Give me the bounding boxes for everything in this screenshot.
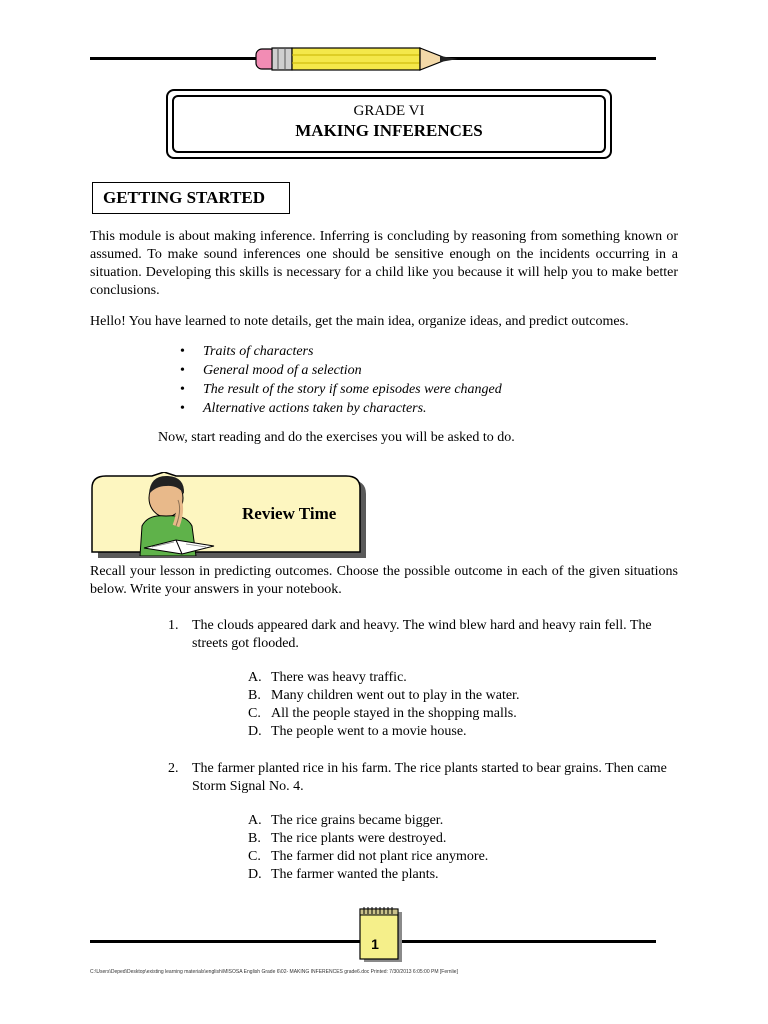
option-item: [248, 723, 519, 741]
option-text: The people went to a movie house.: [271, 724, 467, 739]
grade-label: GRADE VI: [353, 103, 425, 119]
notepad-icon: [358, 906, 406, 964]
question-text: The clouds appeared dark and heavy. The wind blew hard and heavy rain fell. The streets got flooded.: [192, 618, 652, 651]
question-text: The farmer planted rice in his farm. The rice plants started to bear grains. Then came Storm Signal No. 4.: [192, 761, 667, 794]
question-number: 1.: [168, 618, 179, 633]
option-item: [248, 830, 488, 848]
question-2: [168, 760, 678, 796]
review-instructions: Recall your lesson in predicting outcomes. Choose the possible outcome in each of the given situations below. Write your answers in your notebook.: [90, 564, 678, 597]
question-2-options: [248, 812, 488, 884]
option-item: [248, 812, 488, 830]
option-text: The rice grains became bigger.: [271, 813, 444, 828]
option-text: All the people stayed in the shopping malls.: [271, 706, 517, 721]
option-item: [248, 866, 488, 884]
student-reading-icon: [130, 470, 220, 556]
question-number: 2.: [168, 761, 179, 776]
option-letter: B.: [248, 688, 261, 703]
option-item: [248, 705, 519, 723]
option-text: The farmer wanted the plants.: [271, 867, 439, 882]
title-frame: [166, 89, 612, 159]
option-text: The farmer did not plant rice anymore.: [271, 849, 489, 864]
list-item: • Alternative actions taken by characters.: [180, 399, 502, 418]
file-path-footer: C:\Users\Deped\Desktop\existing learning materials\english\MISOSA English Grade 6\02- MAKING INFERENCES grade6.doc Printed: 7/30/2013 6:05:00 PM [Fernlie]: [90, 969, 458, 975]
option-item: [248, 687, 519, 705]
option-text: The rice plants were destroyed.: [271, 831, 447, 846]
option-text: Many children went out to play in the water.: [271, 688, 520, 703]
option-letter: B.: [248, 831, 261, 846]
list-item: • Traits of characters: [180, 342, 502, 361]
start-reading-line: Now, start reading and do the exercises you will be asked to do.: [158, 430, 515, 445]
option-item: [248, 669, 519, 687]
option-letter: A.: [248, 813, 262, 828]
skills-list: [180, 342, 502, 418]
pencil-icon: [252, 44, 462, 74]
option-letter: C.: [248, 706, 261, 721]
option-text: There was heavy traffic.: [271, 670, 407, 685]
option-letter: D.: [248, 724, 262, 739]
intro-paragraph: This module is about making inference. Inferring is concluding by reasoning from something known or assumed. To make sound inferences one should be sensitive enough on the incidents occurring in a situation. Developing this skills is necessary for a child like you because it will help you to make better conclusions.: [90, 229, 678, 298]
hello-paragraph: Hello! You have learned to note details, get the main idea, organize ideas, and predict outcomes.: [90, 314, 629, 329]
review-time-label: Review Time: [242, 504, 337, 523]
module-title: MAKING INFERENCES: [295, 121, 483, 140]
option-letter: A.: [248, 670, 262, 685]
list-item: • General mood of a selection: [180, 361, 502, 380]
option-letter: C.: [248, 849, 261, 864]
question-1: [168, 617, 678, 653]
list-item: • The result of the story if some episodes were changed: [180, 380, 502, 399]
question-1-options: [248, 669, 519, 741]
title-inner-frame: [172, 95, 606, 153]
option-item: [248, 848, 488, 866]
page-number: 1: [371, 936, 379, 952]
section-heading: GETTING STARTED: [92, 182, 290, 214]
option-letter: D.: [248, 867, 262, 882]
